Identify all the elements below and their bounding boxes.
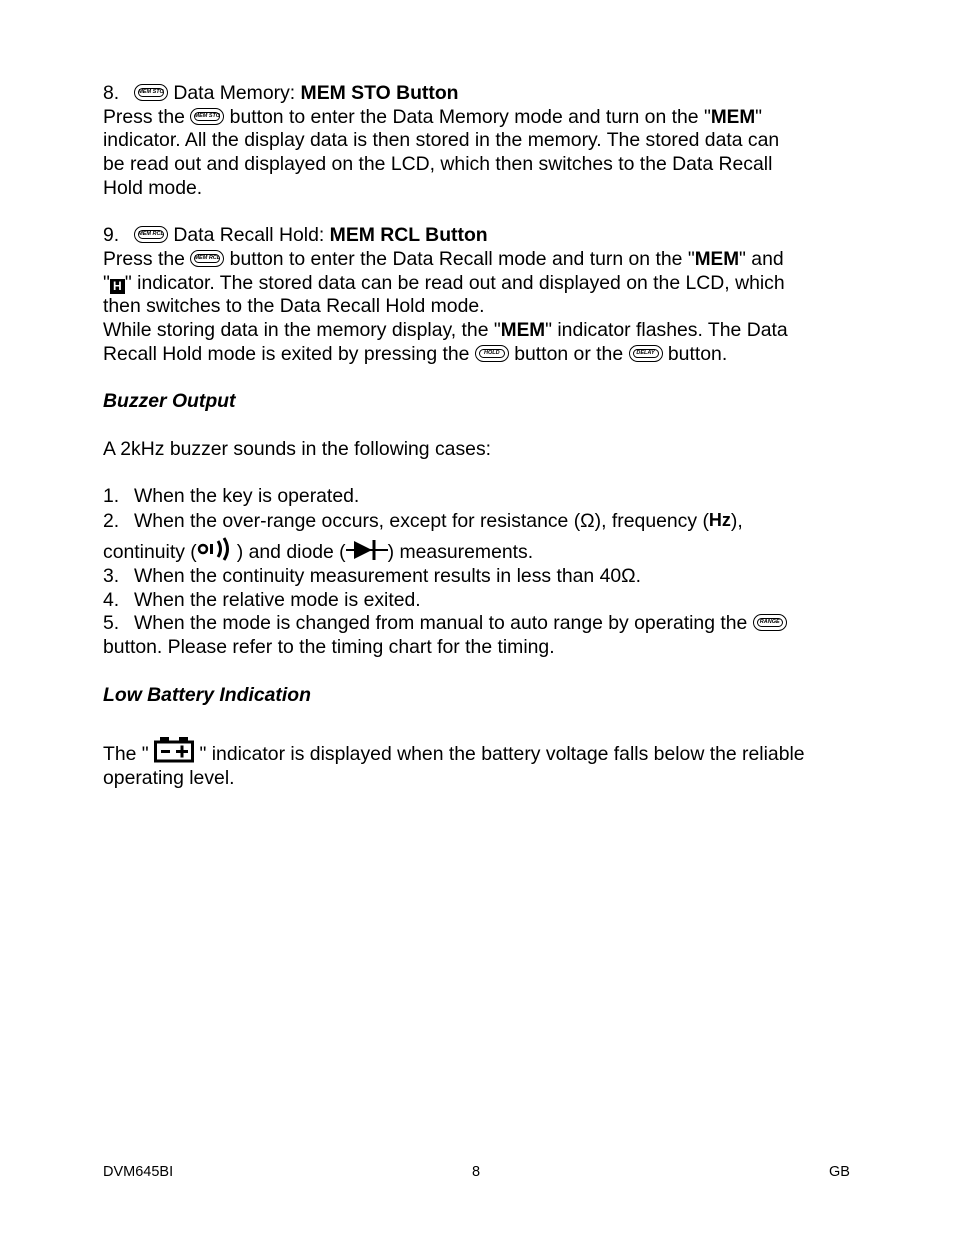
buzzer-intro: A 2kHz buzzer sounds in the following cases: [103,437,492,460]
mem-indicator: MEM [710,106,756,128]
section-9-title: 9. MEM RCL Data Recall Hold: MEM RCL Button [103,224,488,247]
buzzer-output-heading: Buzzer Output [103,390,236,413]
mem-sto-button-icon: MEM STO [134,84,168,101]
mem-indicator: MEM [694,248,740,270]
mem-indicator: MEM [500,320,546,342]
list-item: 3. When the continuity measurement results in less than 40Ω. [103,565,642,587]
section-8-body: Press the MEM STO button to enter the Data Memory mode and turn on the "MEM" [103,105,763,128]
hold-h-icon: H [110,279,125,294]
delay-button-icon: DELAY [629,345,663,362]
footer-model: DVM645BI [103,1164,174,1180]
manual-page: 8. MEM STO Data Memory: MEM STO Button Press the MEM STO button to enter the Data Memory mode and turn on the "MEM" indicator. All the display data is then stored in the memory. The stored data can be read out and displayed on the LCD, which then switches to the Data Recall Hold mode. 9. MEM RCL Data Recall Hold: MEM RCL Button Press the MEM RCL button to enter the Data Recall mode and turn on the "MEM" and " H " indicator. The stored data can be read out and displayed on the LCD, which then switches to the Data Recall Hold mode. While storing data in the memory display, the "MEM" indicator flashes. The Data Recall Hold mode is exited by pressing the HOLD button or the DELAY button. Buzzer Output A 2kHz buzzer sounds in the following cases: 1. When the key is operated. 2. When the over-range occurs, except for resistance (Ω), frequency (Hz), continuity ( ) and diode ( ) measurements. 3. When the continuity measurement results in less than 40Ω. 4. When the relative mode is exited. 5. When the mode is changed from manual to auto range by operating the RANGE button. Please refer to the timing chart for the timing. Low Battery Indication The " " indicator is displayed when the battery voltage falls below the reliable operating level. [103,82,863,790]
hold-button-icon: HOLD [475,345,509,362]
list-item: 5. When the mode is changed from manual to auto range by operating the RANGE [103,612,863,636]
diode-icon [346,538,388,562]
section-number: 9. [103,224,120,247]
footer-language: GB [829,1164,850,1180]
section-9-body: Press the MEM RCL button to enter the Data Recall mode and turn on the "MEM" and [103,247,784,270]
footer-page-number: 8 [472,1164,481,1180]
section-8-title: 8. MEM STO Data Memory: MEM STO Button [103,82,459,104]
continuity-icon [197,536,237,562]
mem-rcl-button-icon: MEM RCL [190,250,224,267]
low-battery-heading: Low Battery Indication [103,683,311,706]
list-item: 4. When the relative mode is exited. [103,588,421,611]
list-item: 1. When the key is operated. [103,484,360,507]
range-button-icon: RANGE [753,614,787,631]
hz-symbol: Hz [708,509,731,530]
battery-icon [154,737,194,763]
section-number: 8. [103,82,120,104]
mem-rcl-button-icon: MEM RCL [134,226,168,243]
list-item: 2. When the over-range occurs, except for resistance (Ω), frequency (Hz), [103,509,743,532]
section-9-heading: MEM RCL Button [329,224,488,247]
section-8-heading: MEM STO Button [300,82,459,104]
mem-sto-button-icon: MEM STO [190,108,224,125]
